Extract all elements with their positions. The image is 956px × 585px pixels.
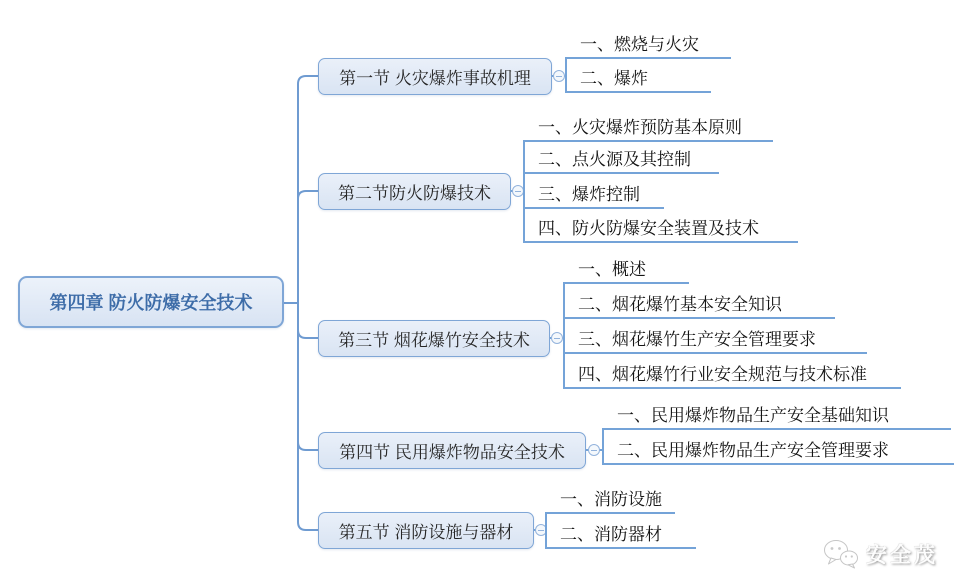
subtopic-1-2[interactable] [565, 63, 711, 93]
trunk-line [298, 76, 318, 530]
collapse-toggle-4[interactable] [588, 444, 600, 456]
subtopic-1-1-label: 一、燃烧与火灾 [580, 35, 699, 54]
subtopic-3-2-label: 二、烟花爆竹基本安全知识 [578, 295, 782, 314]
branch2-elbow-line [298, 191, 318, 199]
wechat-bubbles-icon [823, 539, 859, 569]
subtopic-2-2-label: 二、点火源及其控制 [538, 150, 691, 169]
branch-topic-5[interactable] [318, 512, 534, 549]
collapse-toggle-1[interactable] [553, 70, 565, 82]
subtopic-4-2-label: 二、民用爆炸物品生产安全管理要求 [617, 441, 889, 460]
subtopic-1-2-label: 二、爆炸 [580, 69, 648, 88]
subtopic-3-1-label: 一、概述 [578, 260, 646, 279]
branch-topic-4-label: 第四节 民用爆炸物品安全技术 [339, 443, 565, 462]
branch-topic-1[interactable] [318, 58, 552, 95]
subtopic-2-4[interactable] [523, 213, 798, 243]
subtopic-3-1[interactable] [563, 254, 689, 284]
root-topic[interactable] [18, 276, 284, 328]
subtopic-5-1[interactable] [545, 484, 675, 514]
watermark-label: 安全茂 [866, 544, 938, 567]
root-topic-label: 第四章 防火防爆安全技术 [49, 293, 253, 313]
subtopic-5-2-label: 二、消防器材 [560, 525, 662, 544]
collapse-toggle-3[interactable] [551, 332, 563, 344]
watermark [823, 539, 938, 569]
subtopic-1-1[interactable] [565, 29, 731, 59]
subtopic-2-1[interactable] [523, 112, 773, 142]
subtopic-3-2[interactable] [563, 289, 835, 319]
subtopic-3-4-label: 四、烟花爆竹行业安全规范与技术标准 [578, 365, 867, 384]
subtopic-3-3[interactable] [563, 324, 867, 354]
subtopic-5-1-label: 一、消防设施 [560, 490, 662, 509]
branch-topic-3[interactable] [318, 320, 550, 357]
subtopic-4-2[interactable] [602, 435, 954, 465]
branch4-elbow-line [298, 442, 318, 450]
branch-topic-1-label: 第一节 火灾爆炸事故机理 [339, 69, 531, 88]
subtopic-4-1[interactable] [602, 400, 951, 430]
subtopic-2-2[interactable] [523, 144, 719, 174]
subtopic-2-3-label: 三、爆炸控制 [538, 185, 640, 204]
branch-topic-3-label: 第三节 烟花爆竹安全技术 [338, 331, 530, 350]
subtopic-4-1-label: 一、民用爆炸物品生产安全基础知识 [617, 406, 889, 425]
branch-topic-2-label: 第二节防火防爆技术 [338, 184, 491, 203]
subtopic-3-4[interactable] [563, 359, 901, 389]
branch-topic-5-label: 第五节 消防设施与器材 [338, 523, 514, 542]
subtopic-2-3[interactable] [523, 179, 664, 209]
branch-topic-4[interactable] [318, 432, 586, 469]
subtopic-5-2[interactable] [545, 519, 696, 549]
subtopic-2-4-label: 四、防火防爆安全装置及技术 [538, 219, 759, 238]
branch-topic-2[interactable] [318, 173, 511, 210]
subtopic-2-1-label: 一、火灾爆炸预防基本原则 [538, 118, 742, 137]
branch3-elbow-line [298, 330, 318, 338]
subtopic-3-3-label: 三、烟花爆竹生产安全管理要求 [578, 330, 816, 349]
